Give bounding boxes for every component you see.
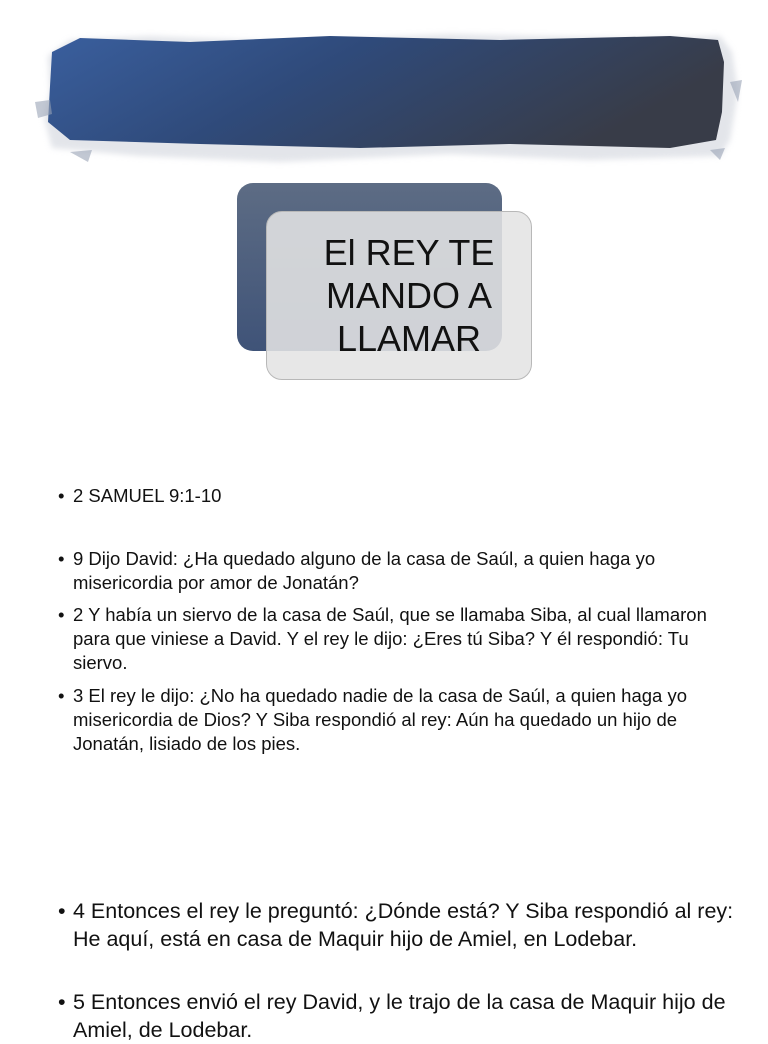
bullet-item	[58, 684, 718, 756]
bullet-marker: •	[58, 899, 66, 923]
brush-banner	[30, 22, 742, 172]
bullet-item	[58, 897, 738, 953]
bullet-marker: •	[58, 990, 66, 1014]
bullet-item	[58, 603, 718, 675]
bullet-marker: •	[58, 485, 65, 506]
bullet-text: 4 Entonces el rey le preguntó: ¿Dónde está? Y Siba respondió al rey: He aquí, está en casa de Maquir hijo de Amiel, en Lodebar.	[73, 899, 734, 951]
bullet-text: 2 SAMUEL 9:1-10	[73, 485, 222, 506]
bullet-text: 3 El rey le dijo: ¿No ha quedado nadie de la casa de Saúl, a quien haga yo misericordia de Dios? Y Siba respondió al rey: Aún ha quedado un hijo de Jonatán, lisiado de los pies.	[73, 685, 688, 754]
bullet-item	[58, 547, 718, 595]
bullet-marker: •	[58, 548, 65, 569]
bullet-marker: •	[58, 685, 65, 706]
bullet-item	[58, 484, 718, 508]
content-slide	[0, 432, 768, 1042]
title-card	[266, 211, 532, 380]
title-slide	[0, 0, 768, 432]
slide-title: El REY TE MANDO A LLAMAR	[323, 232, 495, 359]
bullet-text: 9 Dijo David: ¿Ha quedado alguno de la casa de Saúl, a quien haga yo misericordia por amor de Jonatán?	[73, 548, 656, 593]
bullet-item	[58, 988, 738, 1044]
bullet-text: 2 Y había un siervo de la casa de Saúl, que se llamaba Siba, al cual llamaron para que viniese a David. Y el rey le dijo: ¿Eres tú Siba? Y él respondió: Tu siervo.	[73, 604, 707, 673]
bullet-text: 5 Entonces envió el rey David, y le trajo de la casa de Maquir hijo de Amiel, de Lodebar.	[73, 990, 726, 1042]
bullet-marker: •	[58, 604, 65, 625]
